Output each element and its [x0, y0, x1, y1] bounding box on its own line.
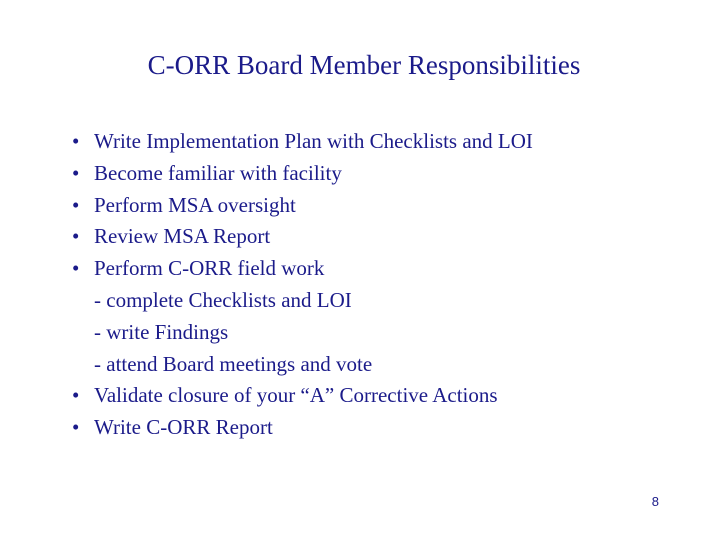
- sub-item: [72, 317, 533, 349]
- bullet-marker: •: [72, 383, 80, 408]
- sub-item-text: - attend Board meetings and vote: [94, 351, 373, 376]
- sub-item: [72, 349, 533, 381]
- bullet-marker: •: [72, 224, 80, 249]
- bullet-item: [72, 380, 533, 412]
- page-number: 8: [651, 494, 659, 509]
- bullet-text: Perform MSA oversight: [94, 192, 296, 217]
- bullet-item: [72, 158, 533, 190]
- sub-item-text: - complete Checklists and LOI: [94, 287, 352, 312]
- bullet-item: [72, 253, 533, 285]
- bullet-marker: •: [72, 129, 80, 153]
- bullet-marker: •: [72, 415, 80, 440]
- bullet-item: [72, 190, 533, 222]
- bullet-item: [72, 412, 533, 444]
- sub-item: [72, 285, 533, 317]
- bullet-marker: •: [72, 192, 80, 217]
- bullet-text: Perform C-ORR field work: [94, 256, 325, 281]
- slide-title: C-ORR Board Member Responsibilities: [147, 50, 581, 80]
- bullet-text: Write Implementation Plan with Checklists and LOI: [94, 129, 533, 153]
- bullet-marker: •: [72, 256, 80, 281]
- bullet-text: Write C-ORR Report: [94, 415, 273, 440]
- bullet-item: [72, 126, 533, 158]
- bullet-text: Become familiar with facility: [94, 160, 342, 185]
- bullet-text: Validate closure of your “A” Corrective Actions: [94, 383, 498, 408]
- bullet-item: [72, 221, 533, 253]
- sub-item-text: - write Findings: [94, 319, 229, 344]
- bullet-text: Review MSA Report: [94, 224, 271, 249]
- bullet-list: [72, 126, 533, 444]
- bullet-marker: •: [72, 160, 80, 185]
